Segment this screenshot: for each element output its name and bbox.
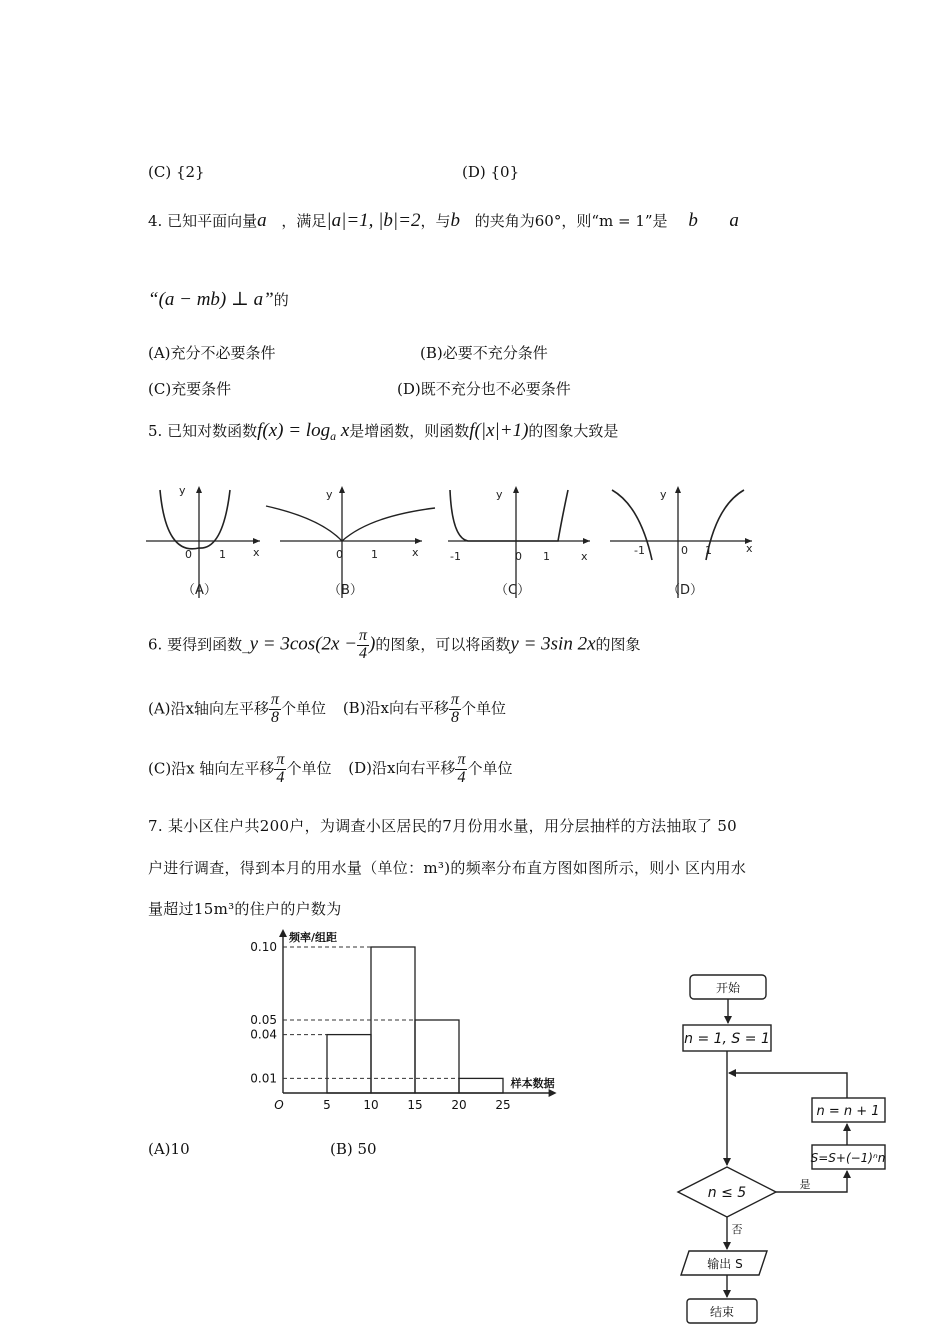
flow-condition-label: n ≤ 5 bbox=[707, 1185, 747, 1201]
q4-option-a: (A)充分不必要条件 bbox=[148, 344, 276, 362]
q5-f1: f(x) = log bbox=[257, 420, 331, 441]
q6-f1-close: ) bbox=[369, 633, 376, 655]
histogram-bar bbox=[327, 1035, 371, 1093]
q6-text-c: 的图象 bbox=[595, 635, 641, 654]
x-axis-label: 样本数据 bbox=[510, 1077, 555, 1090]
q7-line-2: 户进行调查，得到本月的用水量（单位：m³)的频率分布直方图如图所示，则小 区内用水 bbox=[148, 859, 747, 877]
graph-a-tick-0: 0 bbox=[185, 548, 192, 561]
flow-init-label: n = 1, S = 1 bbox=[684, 1031, 770, 1047]
q5-f2: f(|x|+1) bbox=[469, 420, 529, 441]
y-tick-label: 0.05 bbox=[250, 1013, 277, 1027]
q4-expression-line bbox=[148, 288, 289, 311]
q7-line-1: 7. 某小区住户共200户，为调查小区居民的7月份用水量，用分层抽样的方法抽取了 50 bbox=[148, 817, 738, 835]
x-tick-label: 10 bbox=[363, 1098, 379, 1110]
q6-option-b-tail: 个单位 bbox=[461, 699, 507, 718]
graph-a-caption: （A） bbox=[182, 583, 217, 598]
q4-option-b: (B)必要不充分条件 bbox=[420, 344, 548, 362]
q4-number: 4. bbox=[148, 212, 163, 230]
graph-d-x-label: x bbox=[746, 542, 753, 555]
q5-text-a: 已知对数函数 bbox=[167, 422, 258, 440]
x-tick-label: 15 bbox=[407, 1098, 423, 1110]
graph-b-x-label: x bbox=[412, 546, 419, 559]
q6-option-a: (A)沿x轴向左平移 bbox=[148, 699, 269, 718]
graph-d bbox=[610, 486, 753, 598]
q6-option-c-tail: 个单位 bbox=[286, 759, 332, 778]
q6-option-d: (D)沿x向右平移 bbox=[348, 759, 456, 778]
vector-a: a⃗ bbox=[257, 210, 282, 231]
y-tick-label: 0.01 bbox=[250, 1071, 277, 1086]
histogram-bar bbox=[415, 1020, 459, 1093]
graph-c-caption: （C） bbox=[495, 583, 531, 598]
q4-text-d: 的夹角为60°，则“m = 1”是 bbox=[474, 212, 668, 230]
q6-option-ab bbox=[148, 692, 506, 727]
graph-d-tick-0: -1 bbox=[634, 544, 645, 557]
y-axis-arrow bbox=[279, 929, 287, 937]
q5-text-c: 的图象大致是 bbox=[528, 422, 619, 440]
graph-b-y-label: y bbox=[326, 488, 333, 501]
graph-a bbox=[146, 484, 260, 598]
q4-tail: 的 bbox=[273, 291, 289, 309]
graph-c-y-label: y bbox=[496, 488, 503, 501]
graph-b-caption: （B） bbox=[328, 583, 363, 598]
flow-no-label: 否 bbox=[731, 1223, 743, 1236]
flow-yes-label: 是 bbox=[799, 1178, 811, 1191]
graph-c-x-label: x bbox=[581, 550, 588, 563]
vector-a-dup: a⃗ bbox=[729, 210, 754, 231]
q7-option-a: (A)10 bbox=[148, 1140, 190, 1158]
vector-b: b⃗ bbox=[450, 210, 475, 231]
graph-d-y-label: y bbox=[660, 488, 667, 501]
q6-text-b: 的图象，可以将函数 bbox=[375, 635, 511, 654]
x-tick-label: O bbox=[274, 1098, 284, 1110]
q5-f1-tail: x bbox=[336, 420, 350, 441]
q4-option-d: (D)既不充分也不必要条件 bbox=[397, 380, 571, 398]
q4-expression: “(a − mb) ⊥ a” bbox=[148, 289, 274, 310]
graph-d-caption: （D） bbox=[667, 583, 704, 598]
graph-b bbox=[266, 486, 435, 598]
q5-graphs bbox=[140, 478, 770, 608]
vector-b-dup: b⃗ bbox=[688, 210, 713, 231]
q6-option-b-frac: $\frac{\pi}{8}$ bbox=[451, 691, 460, 726]
q5-stem bbox=[148, 420, 618, 444]
q4-text-a: 已知平面向量 bbox=[167, 212, 258, 230]
q4-condition: |a|=1, |b|=2 bbox=[326, 210, 421, 231]
graph-b-tick-0: 0 bbox=[336, 548, 343, 561]
q6-option-d-tail: 个单位 bbox=[467, 759, 513, 778]
q6-f2: y = 3sin 2x bbox=[510, 633, 596, 655]
q5-f1-sub: a bbox=[330, 429, 337, 443]
graph-d-tick-1: 0 bbox=[681, 544, 688, 557]
q6-number: 6. bbox=[148, 635, 163, 654]
q6-option-c-frac: $\frac{\pi}{4}$ bbox=[276, 751, 285, 786]
flowchart bbox=[655, 965, 905, 1325]
flow-start-label: 开始 bbox=[715, 981, 741, 995]
q4-text-c: ，与 bbox=[420, 212, 451, 230]
y-axis-label: 频率/组距 bbox=[289, 931, 338, 944]
graph-c-tick-2: 1 bbox=[543, 550, 550, 563]
graph-a-y-label: y bbox=[179, 484, 186, 497]
q3-option-d: (D) {0} bbox=[462, 163, 520, 181]
q6-f1-frac: $\frac{\pi}{4}$ bbox=[359, 627, 368, 662]
q6-f1: y = 3cos(2x − bbox=[249, 633, 358, 655]
q6-option-c: (C)沿x 轴向左平移 bbox=[148, 759, 275, 778]
histogram-bar bbox=[459, 1078, 503, 1093]
x-axis-arrow bbox=[549, 1089, 557, 1097]
q3-option-c: (C) {2} bbox=[148, 163, 205, 181]
q7-option-b: (B) 50 bbox=[330, 1140, 377, 1158]
graph-b-tick-1: 1 bbox=[371, 548, 378, 561]
graph-a-x-label: x bbox=[253, 546, 260, 559]
graph-c-tick-1: 0 bbox=[515, 550, 522, 563]
histogram bbox=[235, 925, 565, 1110]
x-tick-label: 25 bbox=[495, 1098, 511, 1110]
y-tick-label: 0.10 bbox=[250, 940, 277, 954]
q6-option-a-frac: $\frac{\pi}{8}$ bbox=[271, 691, 280, 726]
q5-number: 5. bbox=[148, 422, 163, 440]
x-tick-label: 20 bbox=[451, 1098, 467, 1110]
q6-option-b: (B)沿x向右平移 bbox=[342, 699, 449, 718]
q6-stem bbox=[148, 628, 641, 663]
q6-option-a-tail: 个单位 bbox=[281, 699, 327, 718]
y-tick-label: 0.04 bbox=[250, 1027, 277, 1042]
flow-output-label: 输出 S bbox=[707, 1257, 743, 1271]
graph-c bbox=[448, 486, 590, 598]
flow-update-s-label: S=S+(−1)ⁿn bbox=[810, 1151, 886, 1165]
flow-end-label: 结束 bbox=[709, 1305, 735, 1319]
q7-line-3: 量超过15m³的住户的户数为 bbox=[148, 900, 342, 918]
q4-text-b: ，满足 bbox=[281, 212, 327, 230]
graph-a-tick-1: 1 bbox=[219, 548, 226, 561]
flow-update-n-label: n = n + 1 bbox=[816, 1104, 880, 1119]
q4-stem bbox=[148, 210, 754, 232]
graph-c-tick-0: -1 bbox=[450, 550, 461, 563]
q6-option-cd bbox=[148, 752, 512, 787]
x-tick-label: 5 bbox=[323, 1098, 331, 1110]
q6-option-d-frac: $\frac{\pi}{4}$ bbox=[457, 751, 466, 786]
q6-text-a: 要得到函数_ bbox=[167, 635, 250, 654]
graph-d-tick-2: 1 bbox=[705, 544, 712, 557]
q5-text-b: 是增函数，则函数 bbox=[349, 422, 470, 440]
q4-option-c: (C)充要条件 bbox=[148, 380, 232, 398]
